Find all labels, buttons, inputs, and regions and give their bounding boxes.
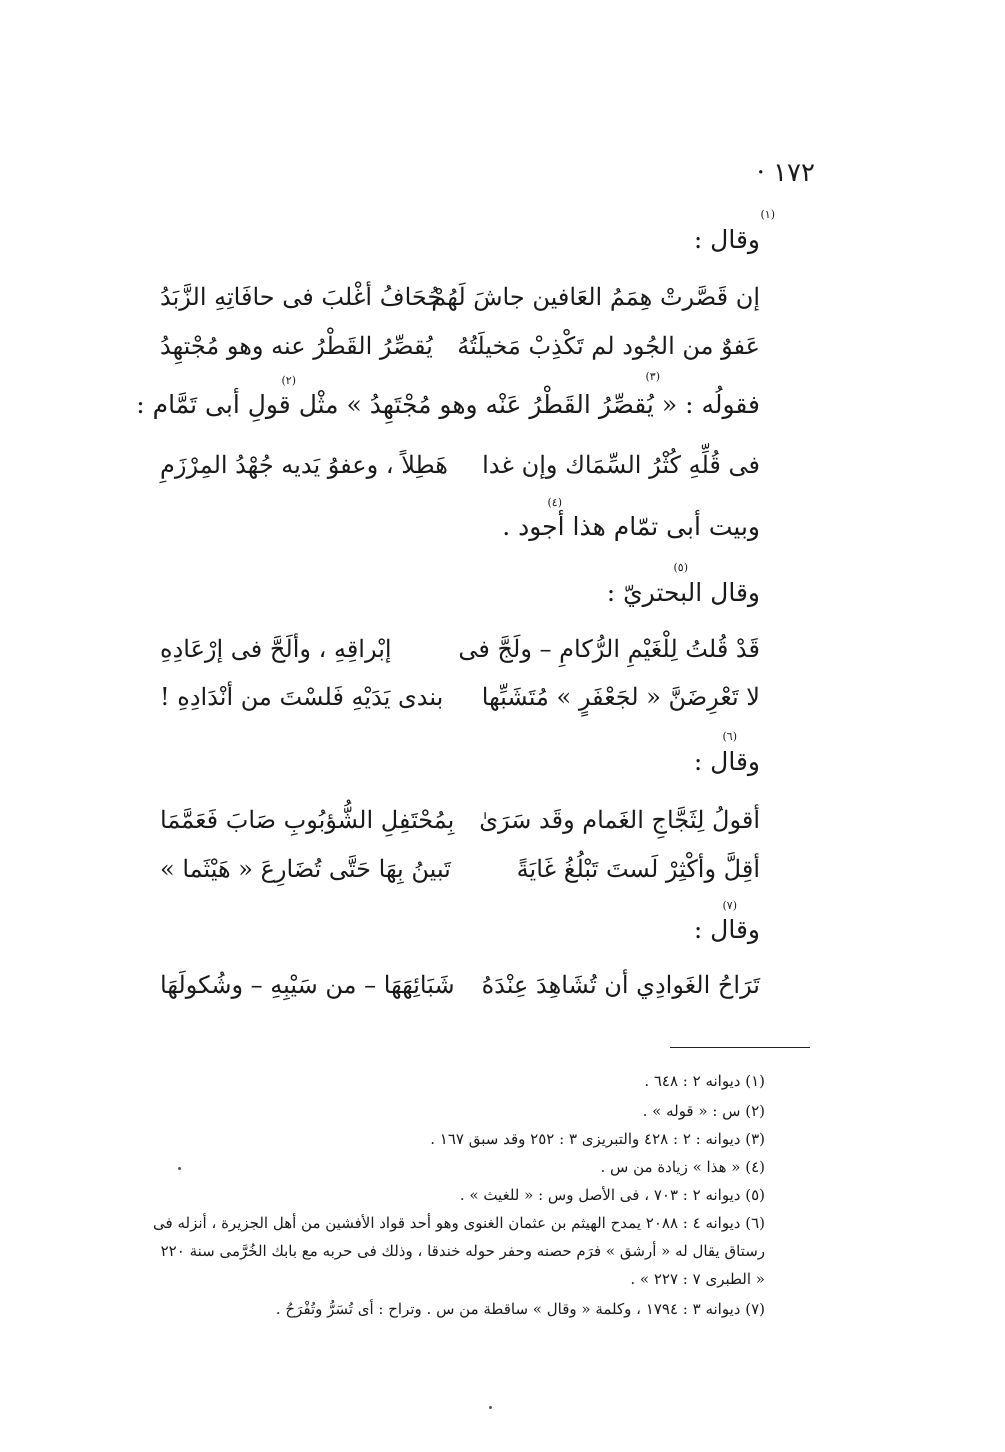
verse-7 <box>160 971 760 1011</box>
verse-6-second-hemistich: تَبينُ بِهَا حَتَّى تُضَارِعَ « هَيْثَما » <box>160 855 451 883</box>
heading-qala-3: وقال : <box>693 747 760 776</box>
verse-3 <box>160 635 760 675</box>
verse-6-first-hemistich: أقِلَّ وأكْثِرْ لَستَ تَبْلُغُ غَايَةً <box>516 855 760 883</box>
footnote-ref-7: (۷) <box>722 899 737 912</box>
verse-3-second-hemistich: إبْراقِهِ ، وألَحَّ فى إرْعَادِهِ <box>160 635 392 663</box>
commentary-1: فقولُه : « يُقصِّرُ القَطْرُ عَنْه وهو مُجْتَهِدُ » مثْل قولِ أبى تَمَّام : <box>136 390 760 419</box>
verse-1-first-hemistich: إن قَصَّرتْ هِمَمُ العَافين جاشَ لَهُمْ <box>431 283 760 311</box>
verse-7-first-hemistich: تَرَاحُ الغَوادِي أن تُشَاهِدَ عِنْدَهُ <box>481 971 760 999</box>
verse-4-first-hemistich: لا تَعْرِضَنَّ « لجَعْفَرٍ » مُتَشَبِّها <box>481 683 760 711</box>
footnote-4: (٤) « هذا » زيادة من س . <box>600 1158 765 1176</box>
footnote-ref-3: (۳) <box>645 370 660 383</box>
footnote-6-line-1: (٦) ديوانه ٤ : ۲۰۸۸ يمدح الهيثم بن عثمان الغنوى وهو أحد قواد الأفشين من أهل الجزيرة ، أنزله فى <box>153 1214 765 1232</box>
footnote-divider <box>670 1047 810 1048</box>
footnote-ref-1: (۱) <box>760 208 775 221</box>
verse-1 <box>160 283 760 323</box>
heading-qala-4: وقال : <box>693 915 760 944</box>
verse-2-second-hemistich: يُقصِّرُ القَطْرُ عنه وهو مُجْتهِدُ <box>160 332 433 360</box>
print-speck <box>178 1167 181 1170</box>
footnote-ref-6: (٦) <box>722 730 737 743</box>
footnote-6-line-2: رستاق يقال له « أرشق » فرَم حصنه وحفر حوله خندقا ، وذلك فى حربه مع بابك الخُرَّمى سنة ۲۲۰ <box>160 1242 765 1260</box>
print-speck <box>489 1406 492 1409</box>
verse-abu-tammam <box>160 451 760 491</box>
verse-2-first-hemistich: عَفوٌ من الجُود لم تَكْذِبْ مَخيلَتُهُ <box>457 332 760 360</box>
verse-5-first-hemistich: أقولُ لِثَجَّاجِ الغَمام وقَد سَرَىٰ <box>479 806 760 834</box>
footnote-5: (٥) ديوانه ۲ : ۷۰۳ ، فى الأصل وس : « للغيث » . <box>459 1186 765 1204</box>
verse-4-second-hemistich: بندى يَدَيْهِ فَلسْتَ من أنْدَادِهِ ! <box>160 683 444 711</box>
footnote-ref-5: (٥) <box>673 561 688 574</box>
footnote-1: (۱) ديوانه ۲ : ٦٤۸ . <box>644 1072 765 1090</box>
footnote-3: (۳) ديوانه : ۲ : ٤۲۸ والتبريزى ۳ : ۲٥۲ وقد سبق ۱٦۷ . <box>430 1130 765 1148</box>
footnote-7: (۷) ديوانه ۳ : ۱۷۹٤ ، وكلمة « وقال » ساقطة من س . وتراح : أى تُسَرُّ وتُفْرَحُ . <box>275 1300 765 1318</box>
verse-4 <box>160 683 760 723</box>
verse-2 <box>160 332 760 372</box>
verse-abu-tammam-first-hemistich: فى قُلِّهِ كُثْرُ السِّمَاك وإن غدا <box>482 451 760 479</box>
verse-5-second-hemistich: بِمُحْتَفِلِ الشُّؤبُوبِ صَابَ فَعَمَّمَا <box>160 806 455 834</box>
footnote-ref-4: (٤) <box>547 496 562 509</box>
verse-1-second-hemistich: جُحَافُ أغْلبَ فى حافَاتِهِ الزَّبَدُ <box>160 283 443 311</box>
verse-5 <box>160 806 760 846</box>
page-number: ۱۷۲ · <box>756 158 815 188</box>
verse-abu-tammam-second-hemistich: هَطِلاً ، وعفوُ يَديه جُهْدُ المِرْزَمِ <box>160 451 448 479</box>
footnote-6-line-3: « الطبرى ۷ : ۲۲۷ » . <box>630 1270 765 1288</box>
commentary-2: وبيت أبى تمّام هذا أجود . <box>502 512 760 541</box>
heading-qala-1: وقال : <box>693 225 760 254</box>
verse-7-second-hemistich: شَبَائِهَهَا – من سَيْبِهِ – وشُكولَهَا <box>160 971 455 999</box>
heading-qala-buhturi: وقال البحتريّ : <box>606 578 760 607</box>
verse-6 <box>160 855 760 895</box>
verse-3-first-hemistich: قَدْ قُلتُ لِلْغَيْمِ الرُّكامِ – ولَجَّ فى <box>458 635 760 663</box>
footnote-ref-2: (۲) <box>281 374 296 387</box>
footnote-2: (۲) س : « قوله » . <box>642 1102 765 1120</box>
